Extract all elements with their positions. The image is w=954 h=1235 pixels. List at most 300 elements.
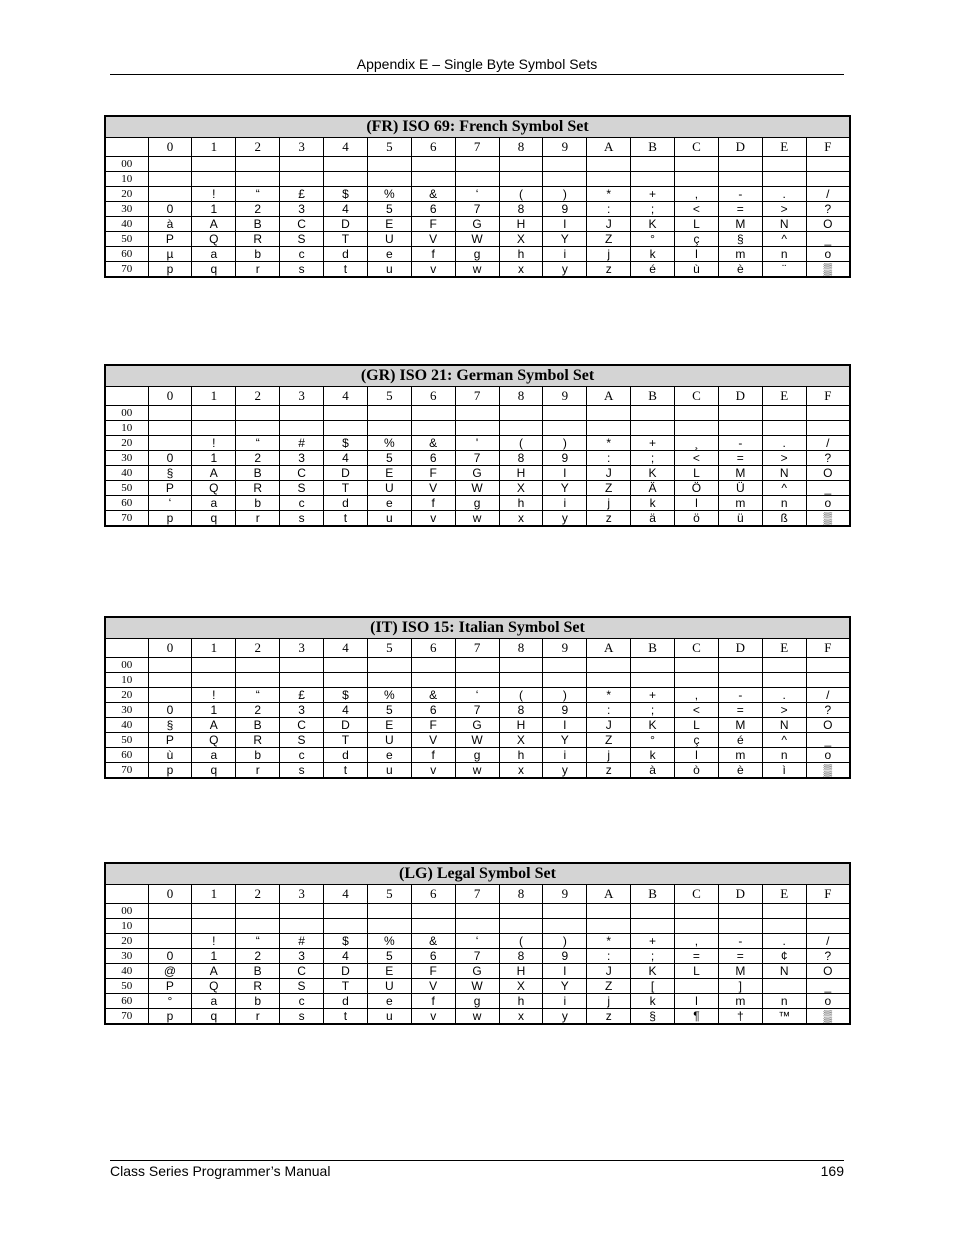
column-header: 7 [455,387,499,406]
symbol-cell: b [236,247,280,262]
symbol-cell: f [411,496,455,511]
symbol-cell: _ [806,232,850,247]
symbol-cell: 0 [148,202,192,217]
row-header: 60 [105,247,148,262]
symbol-cell: i [543,748,587,763]
symbol-cell [631,919,675,934]
symbol-cell: J [587,964,631,979]
symbol-cell [499,406,543,421]
column-header: 8 [499,639,543,658]
symbol-cell: 0 [148,451,192,466]
symbol-cell: ß [762,511,806,527]
symbol-cell: ù [675,262,719,278]
symbol-cell: 5 [367,202,411,217]
symbol-cell: 1 [192,202,236,217]
symbol-cell [192,157,236,172]
symbol-cell: Z [587,232,631,247]
symbol-cell: “ [236,436,280,451]
symbol-cell: b [236,496,280,511]
symbol-cell: = [718,949,762,964]
table-title: (IT) ISO 15: Italian Symbol Set [105,617,850,639]
symbol-cell: * [587,688,631,703]
column-header: 0 [148,885,192,904]
symbol-cell: N [762,718,806,733]
row-header: 70 [105,262,148,278]
symbol-cell: x [499,763,543,779]
symbol-cell: g [455,496,499,511]
symbol-cell [675,673,719,688]
symbol-cell: ° [631,232,675,247]
column-header: 3 [280,138,324,157]
row-header: 20 [105,436,148,451]
table-row [105,964,850,979]
symbol-cell [192,919,236,934]
symbol-cell: r [236,511,280,527]
symbol-cell: s [280,262,324,278]
table-row [105,703,850,718]
symbol-cell: z [587,262,631,278]
symbol-cell: $ [324,187,368,202]
symbol-cell: B [236,217,280,232]
symbol-cell: - [718,688,762,703]
symbol-cell: 3 [280,949,324,964]
symbol-cell [192,904,236,919]
symbol-cell: y [543,511,587,527]
symbol-cell: R [236,979,280,994]
symbol-cell: ) [543,934,587,949]
symbol-cell: j [587,247,631,262]
symbol-cell [324,421,368,436]
symbol-cell [718,172,762,187]
symbol-cell [192,658,236,673]
symbol-cell: 4 [324,703,368,718]
symbol-cell: Y [543,481,587,496]
symbol-cell [280,421,324,436]
symbol-cell: x [499,511,543,527]
symbol-cell: H [499,964,543,979]
column-header: 1 [192,387,236,406]
symbol-cell [587,157,631,172]
symbol-cell: < [675,451,719,466]
symbol-cell [806,919,850,934]
symbol-cell: u [367,763,411,779]
symbol-cell: 7 [455,703,499,718]
column-header: 7 [455,885,499,904]
symbol-cell [499,904,543,919]
symbol-cell [499,157,543,172]
symbol-cell: + [631,436,675,451]
symbol-cell: - [718,436,762,451]
symbol-cell: B [236,964,280,979]
symbol-cell: b [236,994,280,1009]
symbol-cell: 6 [411,451,455,466]
symbol-cell: Y [543,979,587,994]
symbol-cell: p [148,262,192,278]
symbol-cell: I [543,718,587,733]
symbol-cell [718,904,762,919]
symbol-cell: B [236,718,280,733]
column-header: A [587,138,631,157]
symbol-cell [675,904,719,919]
table-row [105,733,850,748]
symbol-cell: h [499,496,543,511]
table-row [105,157,850,172]
symbol-cell: x [499,262,543,278]
symbol-cell: I [543,466,587,481]
table-row [105,172,850,187]
symbol-cell: * [587,934,631,949]
symbol-cell [762,979,806,994]
symbol-cell: R [236,733,280,748]
table-row [105,994,850,1009]
symbol-cell: 2 [236,202,280,217]
symbol-cell: ' [455,436,499,451]
symbol-cell: t [324,1009,368,1025]
symbol-cell: L [675,466,719,481]
symbol-cell: ? [806,703,850,718]
symbol-cell [718,673,762,688]
symbol-cell: m [718,994,762,1009]
symbol-cell: ▒ [806,262,850,278]
symbol-cell: w [455,262,499,278]
symbol-cell: G [455,964,499,979]
symbol-cell: 6 [411,949,455,964]
symbol-cell: a [192,247,236,262]
column-header: 2 [236,387,280,406]
symbol-cell: & [411,187,455,202]
symbol-cell: ä [631,511,675,527]
symbol-cell [236,673,280,688]
symbol-cell [543,172,587,187]
column-header: 5 [367,639,411,658]
symbol-cell [367,172,411,187]
symbol-cell [675,172,719,187]
symbol-cell: + [631,934,675,949]
table-row [105,187,850,202]
symbol-cell: ¸ [675,436,719,451]
symbol-cell: k [631,496,675,511]
table-row [105,1009,850,1025]
symbol-cell: Z [587,733,631,748]
symbol-cell: d [324,496,368,511]
column-header: 3 [280,639,324,658]
table-row [105,496,850,511]
symbol-cell: : [587,451,631,466]
symbol-cell: L [675,718,719,733]
symbol-cell: ▒ [806,763,850,779]
row-header: 30 [105,703,148,718]
symbol-cell [806,673,850,688]
row-header: 20 [105,187,148,202]
symbol-cell [236,919,280,934]
symbol-cell: ( [499,436,543,451]
symbol-cell: & [411,934,455,949]
symbol-cell [324,904,368,919]
symbol-cell: C [280,964,324,979]
symbol-cell: F [411,718,455,733]
column-header: 0 [148,639,192,658]
symbol-cell: [ [631,979,675,994]
symbol-cell [280,406,324,421]
symbol-cell [324,172,368,187]
symbol-cell [631,904,675,919]
symbol-cell: w [455,763,499,779]
symbol-cell: i [543,994,587,1009]
symbol-cell: 2 [236,949,280,964]
symbol-cell [280,157,324,172]
symbol-cell: f [411,247,455,262]
column-header: C [675,885,719,904]
symbol-cell: > [762,703,806,718]
symbol-cell [280,673,324,688]
symbol-cell: ) [543,688,587,703]
symbol-cell [675,406,719,421]
column-header: 4 [324,639,368,658]
symbol-cell: £ [280,688,324,703]
symbol-cell [806,172,850,187]
symbol-cell: 5 [367,451,411,466]
symbol-cell [718,157,762,172]
symbol-cell: o [806,496,850,511]
symbol-cell [455,673,499,688]
symbol-cell: † [718,1009,762,1025]
column-header: 6 [411,138,455,157]
symbol-cell [675,421,719,436]
row-header: 10 [105,919,148,934]
symbol-cell [148,934,192,949]
symbol-cell: N [762,466,806,481]
column-header: 7 [455,639,499,658]
symbol-cell [543,157,587,172]
symbol-cell: n [762,994,806,1009]
symbol-cell: ! [192,187,236,202]
row-header: 60 [105,994,148,1009]
column-header: 0 [148,138,192,157]
table-row [105,466,850,481]
symbol-cell: o [806,247,850,262]
symbol-cell: , [675,688,719,703]
symbol-cell [148,688,192,703]
symbol-cell: v [411,763,455,779]
symbol-cell: ) [543,436,587,451]
symbol-cell: i [543,496,587,511]
symbol-cell: S [280,733,324,748]
symbol-cell: M [718,466,762,481]
symbol-cell: ( [499,688,543,703]
symbol-cell: ‘ [455,187,499,202]
table-row [105,673,850,688]
symbol-cell: _ [806,481,850,496]
symbol-cell: à [631,763,675,779]
symbol-cell: c [280,748,324,763]
symbol-cell: R [236,481,280,496]
symbol-cell: i [543,247,587,262]
symbol-cell [631,421,675,436]
symbol-cell: x [499,1009,543,1025]
symbol-cell: h [499,994,543,1009]
symbol-cell: f [411,748,455,763]
symbol-cell: c [280,247,324,262]
symbol-cell: j [587,496,631,511]
symbol-cell: p [148,511,192,527]
symbol-cell: P [148,979,192,994]
symbol-cell: ; [631,202,675,217]
symbol-cell: $ [324,934,368,949]
symbol-cell [367,673,411,688]
symbol-cell [587,172,631,187]
symbol-cell: A [192,217,236,232]
symbol-cell: u [367,1009,411,1025]
symbol-cell: j [587,994,631,1009]
column-header: 2 [236,639,280,658]
symbol-cell: 2 [236,451,280,466]
symbol-cell [236,406,280,421]
symbol-cell: 5 [367,703,411,718]
symbol-cell: 7 [455,949,499,964]
table-row [105,511,850,527]
symbol-cell: 1 [192,703,236,718]
symbol-cell: ; [631,949,675,964]
symbol-cell [543,919,587,934]
symbol-cell [587,658,631,673]
symbol-cell: N [762,217,806,232]
symbol-cell [148,658,192,673]
column-header: B [631,387,675,406]
row-header: 30 [105,949,148,964]
symbol-cell: ! [192,934,236,949]
symbol-cell [367,421,411,436]
symbol-cell: f [411,994,455,1009]
symbol-cell [236,172,280,187]
symbol-cell: 8 [499,202,543,217]
symbol-cell: / [806,436,850,451]
symbol-cell [543,406,587,421]
symbol-cell [236,157,280,172]
symbol-cell: ‘ [455,934,499,949]
symbol-cell [806,904,850,919]
symbol-cell: 6 [411,703,455,718]
symbol-cell [675,979,719,994]
symbol-cell [499,673,543,688]
symbol-cell: 4 [324,949,368,964]
symbol-cell: h [499,247,543,262]
symbol-cell: Ö [675,481,719,496]
symbol-cell: / [806,934,850,949]
symbol-cell: O [806,718,850,733]
symbol-cell: P [148,481,192,496]
symbol-cell [455,904,499,919]
symbol-cell: M [718,964,762,979]
symbol-cell: g [455,748,499,763]
symbol-cell: = [718,451,762,466]
symbol-cell: A [192,718,236,733]
symbol-cell: ö [675,511,719,527]
symbol-cell: ! [192,436,236,451]
symbol-cell: H [499,217,543,232]
symbol-cell: C [280,217,324,232]
symbol-cell: / [806,688,850,703]
symbol-cell [499,658,543,673]
column-header: A [587,885,631,904]
symbol-cell: “ [236,688,280,703]
table-title: (GR) ISO 21: German Symbol Set [105,365,850,387]
symbol-cell: q [192,511,236,527]
symbol-cell: % [367,934,411,949]
column-header: 6 [411,885,455,904]
table-row [105,247,850,262]
column-header: 1 [192,138,236,157]
symbol-cell [411,658,455,673]
symbol-cell: K [631,466,675,481]
symbol-cell: N [762,964,806,979]
symbol-cell: ° [631,733,675,748]
symbol-cell: o [806,748,850,763]
symbol-cell: ; [631,451,675,466]
row-header: 00 [105,904,148,919]
symbol-cell [587,919,631,934]
symbol-cell: ; [631,703,675,718]
symbol-cell: 9 [543,451,587,466]
symbol-cell: é [718,733,762,748]
row-header: 20 [105,688,148,703]
symbol-cell: A [192,466,236,481]
column-header: C [675,639,719,658]
column-header: 1 [192,885,236,904]
symbol-cell: ò [675,763,719,779]
column-header: 0 [148,387,192,406]
symbol-cell: _ [806,979,850,994]
column-header: 9 [543,639,587,658]
symbol-cell: v [411,1009,455,1025]
symbol-cell: B [236,466,280,481]
table-row [105,979,850,994]
symbol-cell: * [587,436,631,451]
symbol-cell: M [718,718,762,733]
symbol-cell: L [675,217,719,232]
symbol-cell: è [718,262,762,278]
symbol-cell: p [148,763,192,779]
symbol-cell: ? [806,202,850,217]
symbol-cell [148,436,192,451]
symbol-cell: S [280,232,324,247]
table-row [105,232,850,247]
symbol-cell: D [324,718,368,733]
symbol-cell: < [675,703,719,718]
symbol-cell: K [631,718,675,733]
column-header: D [718,387,762,406]
symbol-cell: 6 [411,202,455,217]
symbol-cell: E [367,217,411,232]
symbol-cell: . [762,934,806,949]
symbol-cell: u [367,262,411,278]
symbol-cell [324,658,368,673]
symbol-cell [631,157,675,172]
symbol-cell [675,157,719,172]
row-header: 10 [105,172,148,187]
symbol-cell: ^ [762,232,806,247]
symbol-cell: . [762,187,806,202]
symbol-cell [411,157,455,172]
symbol-cell: , [675,934,719,949]
symbol-cell: + [631,688,675,703]
symbol-cell [192,421,236,436]
footer-manual-title: Class Series Programmer’s Manual [110,1163,331,1179]
table-row [105,436,850,451]
symbol-cell: c [280,496,324,511]
symbol-cell: à [148,217,192,232]
symbol-cell: j [587,748,631,763]
symbol-cell [324,673,368,688]
